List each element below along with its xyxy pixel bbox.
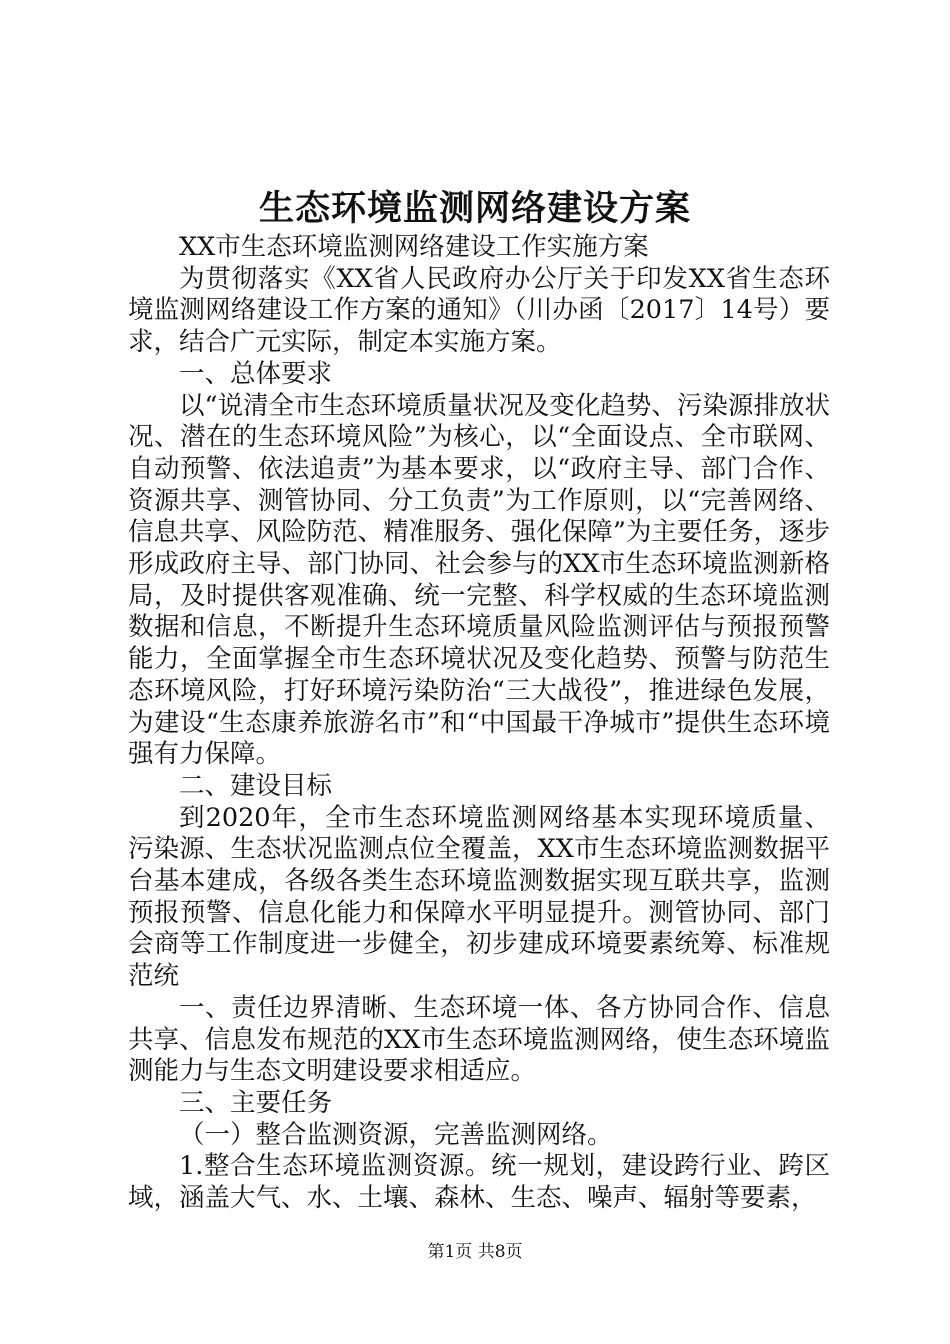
- paragraph-construction-goals: 到2020年，全市生态环境监测网络基本实现环境质量、污染源、生态状况监测点位全覆盖，XX市生态环境监测数据平台基本建成，各级各类生态环境监测数据实现互联共享，监测预报预警、信息化能力和保障水平明显提升。测管协同、部门会商等工作制度进一步健全，初步建成环境要素统筹、标准规范统: [128, 802, 830, 992]
- document-body: [128, 232, 830, 1215]
- paragraph-general-requirements: 以“说清全市生态环境质量状况及变化趋势、污染源排放状况、潜在的生态环境风险”为核心，以“全面设点、全市联网、自动预警、依法追责”为基本要求，以“政府主导、部门合作、资源共享、测管协同、分工负责”为工作原则，以“完善网络、信息共享、风险防范、精准服务、强化保障”为主要任务，逐步形成政府主导、部门协同、社会参与的XX市生态环境监测新格局，及时提供客观准确、统一完整、科学权威的生态环境监测数据和信息，不断提升生态环境质量风险监测评估与预报预警能力，全面掌握全市生态环境状况及变化趋势、预警与防范生态环境风险，打好环境污染防治“三大战役”，推进绿色发展，为建设“生态康养旅游名市”和“中国最干净城市”提供生态环境强有力保障。: [128, 390, 830, 770]
- heading-general-requirements: 一、总体要求: [179, 358, 333, 389]
- paragraph-task-1: 1.整合生态环境监测资源。统一规划，建设跨行业、跨区域，涵盖大气、水、土壤、森林、生态、噪声、辐射等要素，: [128, 1151, 830, 1214]
- heading-construction-goals: 二、建设目标: [179, 770, 333, 801]
- paragraph-intro: 为贯彻落实《XX省人民政府办公厅关于印发XX省生态环境监测网络建设工作方案的通知》（川办函〔2017〕14号）要求，结合广元实际，制定本实施方案。: [128, 263, 830, 358]
- page-number-footer: 第1页 共8页: [427, 1242, 523, 1262]
- heading-main-tasks: 三、主要任务: [179, 1087, 333, 1118]
- document-title: 生态环境监测网络建设方案: [258, 188, 691, 229]
- paragraph-plan-name: XX市生态环境监测网络建设工作实施方案: [179, 232, 649, 262]
- paragraph-network-description: 一、责任边界清晰、生态环境一体、各方协同合作、信息共享、信息发布规范的XX市生态环境监测网络，使生态环境监测能力与生态文明建设要求相适应。: [128, 992, 830, 1087]
- subheading-integrate-resources: （一）整合监测资源，完善监测网络。: [179, 1119, 613, 1150]
